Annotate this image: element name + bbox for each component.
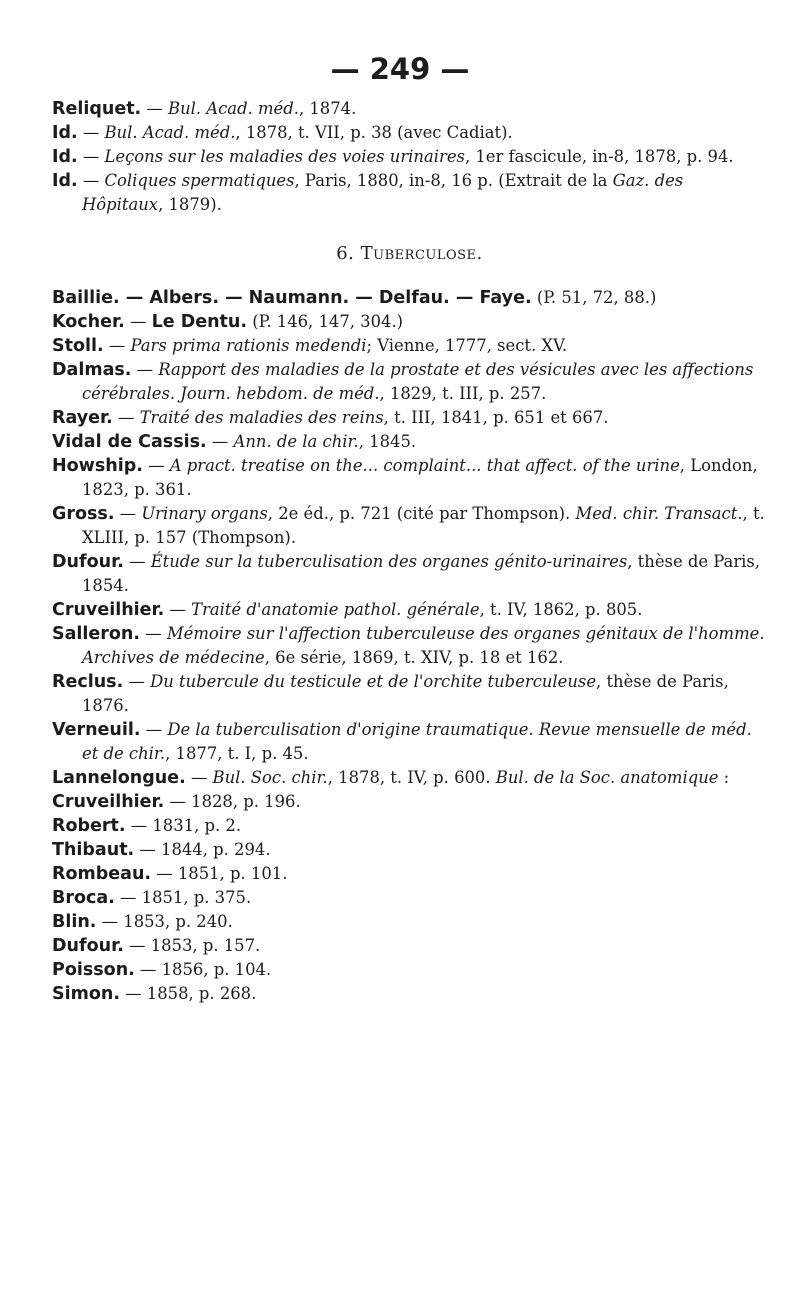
reference-separator: — — [131, 360, 159, 379]
reference-details: 1858, p. 268. — [146, 984, 257, 1003]
reference-author: Rombeau. — [52, 864, 152, 884]
reference-separator: — — [119, 984, 147, 1003]
reference-author: Dufour. — [52, 936, 124, 956]
reference-details: 1856, p. 104. — [161, 960, 272, 979]
reference-author: Salleron. — [52, 624, 141, 644]
reference-separator: — — [142, 456, 170, 475]
reference-details: 1844, p. 294. — [161, 840, 271, 859]
bibliography — [52, 97, 767, 1006]
reference-separator: — — [77, 147, 105, 166]
reference-author: Baillie. — Albers. — Naumann. — Delfau. — Faye. — [52, 288, 532, 308]
reference-details: , London, 1823, p. 361. — [82, 456, 758, 499]
reference-separator: — — [125, 816, 153, 835]
reference-author: Gross. — [52, 504, 115, 524]
reference-details: , 1845. — [358, 432, 417, 451]
reference-entry — [52, 358, 767, 406]
reference-entry — [52, 766, 767, 790]
reference-details: 1851, p. 375. — [141, 888, 252, 907]
section-heading — [52, 243, 767, 264]
reference-title: Étude sur la tuberculisation des organes génito-urinaires — [150, 552, 628, 571]
reference-separator: — — [112, 408, 140, 427]
reference-separator: — — [123, 552, 151, 571]
reference-entry — [52, 97, 767, 121]
reference-entry — [52, 169, 767, 217]
reference-details: : — [718, 768, 730, 787]
reference-entry — [52, 886, 767, 910]
reference-details: 1851, p. 101. — [177, 864, 288, 883]
reference-entry — [52, 454, 767, 502]
reference-entry — [52, 814, 767, 838]
reference-separator: — — [134, 960, 162, 979]
reference-author: Verneuil. — [52, 720, 141, 740]
reference-separator: — — [140, 624, 167, 643]
reference-author: Reliquet. — [52, 99, 142, 119]
reference-details: , thèse de Paris, 1876. — [82, 672, 729, 715]
reference-title: De la tuberculisation d'origine traumatique. Revue mensuelle de méd. et de chir. — [82, 720, 752, 763]
reference-author: Cruveilhier. — [52, 792, 165, 812]
reference-entry — [52, 622, 767, 670]
reference-author: Id. — [52, 147, 78, 167]
reference-entry — [52, 982, 767, 1006]
reference-author: Cruveilhier. — [52, 600, 165, 620]
reference-author: Dalmas. — [52, 360, 132, 380]
reference-entry — [52, 862, 767, 886]
reference-details: , 1er fascicule, in-8, 1878, p. 94. — [464, 147, 734, 166]
reference-title: Pars prima rationis medendi — [130, 336, 367, 355]
reference-separator: — — [141, 99, 169, 118]
reference-separator: — — [134, 840, 162, 859]
reference-title: Bul. Acad. méd. — [168, 99, 299, 118]
reference-author: Stoll. — [52, 336, 104, 356]
reference-entry — [52, 550, 767, 598]
reference-details: , 1874. — [298, 99, 357, 118]
reference-title: Traité des maladies des reins — [139, 408, 384, 427]
reference-entry — [52, 430, 767, 454]
reference-details: , t. XLIII, p. 157 (Thompson). — [82, 504, 765, 547]
reference-author: Simon. — [52, 984, 120, 1004]
reference-details: , 1877, t. I, p. 45. — [165, 744, 309, 763]
reference-title: Traité d'anatomie pathol. générale — [191, 600, 480, 619]
reference-title: Mémoire sur l'affection tuberculeuse des organes génitaux de l'homme. Archives de médecine — [82, 624, 765, 667]
reference-author: Vidal de Cassis. — [52, 432, 207, 452]
reference-separator: — — [151, 864, 178, 883]
reference-author: Blin. — [52, 912, 97, 932]
reference-title: Coliques spermatiques — [104, 171, 295, 190]
reference-author: Kocher. — [52, 312, 125, 332]
reference-title: Urinary organs — [141, 504, 268, 523]
page-number: — 249 — — [330, 52, 470, 86]
reference-entry — [52, 838, 767, 862]
reference-title: Leçons sur les maladies des voies urinaires — [104, 147, 465, 166]
reference-entry — [52, 286, 767, 310]
reference-separator: — — [185, 768, 213, 787]
reference-entry — [52, 790, 767, 814]
reference-details: , 1878, t. VII, p. 38 (avec Cadiat). — [235, 123, 513, 142]
reference-author: Lannelongue. — [52, 768, 186, 788]
reference-separator: — — [140, 720, 168, 739]
reference-entry — [52, 121, 767, 145]
reference-author: Reclus. — [52, 672, 124, 692]
reference-separator: — — [124, 312, 152, 331]
section-number: 6. — [336, 243, 355, 264]
reference-title: Bul. de la Soc. anatomique — [495, 768, 719, 787]
reference-details: , 1829, t. III, p. 257. — [379, 384, 547, 403]
reference-entry — [52, 145, 767, 169]
reference-entry — [52, 718, 767, 766]
reference-separator: — — [77, 123, 105, 142]
reference-list-main — [52, 286, 767, 1006]
reference-details: ; Vienne, 1777, sect. XV. — [366, 336, 568, 355]
reference-separator: — — [96, 912, 124, 931]
reference-title: A pract. treatise on the... complaint... that affect. of the urine — [169, 456, 680, 475]
reference-entry — [52, 670, 767, 718]
reference-title: Med. chir. Transact. — [575, 504, 743, 523]
reference-author: Howship. — [52, 456, 143, 476]
reference-details: 1853, p. 240. — [123, 912, 233, 931]
reference-details: , t. III, 1841, p. 651 et 667. — [383, 408, 609, 427]
reference-entry — [52, 406, 767, 430]
reference-separator: — — [123, 672, 151, 691]
reference-separator: — — [206, 432, 234, 451]
reference-details: , 6e série, 1869, t. XIV, p. 18 et 162. — [264, 648, 564, 667]
section-title: Tuberculose. — [360, 243, 483, 264]
reference-entry — [52, 502, 767, 550]
reference-details: , t. IV, 1862, p. 805. — [479, 600, 643, 619]
reference-author: Robert. — [52, 816, 126, 836]
reference-title: Gaz. des Hôpitaux — [82, 171, 684, 214]
reference-title: Rapport des maladies de la prostate et des vésicules avec les affections cérébrales. Journ. hebdom. de méd. — [82, 360, 754, 403]
reference-title: Bul. Soc. chir. — [212, 768, 328, 787]
reference-author: Broca. — [52, 888, 115, 908]
reference-details: (P. 146, 147, 304.) — [247, 312, 404, 331]
reference-entry — [52, 310, 767, 334]
reference-author: Id. — [52, 123, 78, 143]
reference-author: Le Dentu. — [151, 312, 248, 332]
reference-author: Thibaut. — [52, 840, 135, 860]
reference-entry — [52, 910, 767, 934]
reference-separator: — — [114, 504, 142, 523]
reference-title: Ann. de la chir. — [233, 432, 359, 451]
reference-author: Id. — [52, 171, 78, 191]
reference-separator: — — [103, 336, 131, 355]
reference-author: Poisson. — [52, 960, 135, 980]
reference-title: Bul. Acad. méd. — [104, 123, 236, 142]
reference-entry — [52, 958, 767, 982]
reference-separator: — — [164, 600, 192, 619]
reference-details: , 1879). — [158, 195, 222, 214]
reference-author: Rayer. — [52, 408, 113, 428]
reference-details: , 1878, t. IV, p. 600. — [327, 768, 496, 787]
reference-separator: — — [114, 888, 142, 907]
reference-separator: — — [77, 171, 105, 190]
reference-details: 1828, p. 196. — [191, 792, 301, 811]
reference-list-top — [52, 97, 767, 217]
reference-entry — [52, 334, 767, 358]
reference-details: , 2e éd., p. 721 (cité par Thompson). — [267, 504, 576, 523]
reference-title: Du tubercule du testicule et de l'orchite tuberculeuse — [150, 672, 597, 691]
reference-details: , thèse de Paris, 1854. — [82, 552, 761, 595]
reference-details: , Paris, 1880, in-8, 16 p. (Extrait de la — [294, 171, 613, 190]
reference-details: 1831, p. 2. — [152, 816, 242, 835]
reference-details: (P. 51, 72, 88.) — [531, 288, 657, 307]
reference-author: Dufour. — [52, 552, 124, 572]
reference-details: 1853, p. 157. — [150, 936, 261, 955]
reference-separator: — — [123, 936, 151, 955]
reference-separator: — — [164, 792, 192, 811]
reference-entry — [52, 598, 767, 622]
reference-entry — [52, 934, 767, 958]
